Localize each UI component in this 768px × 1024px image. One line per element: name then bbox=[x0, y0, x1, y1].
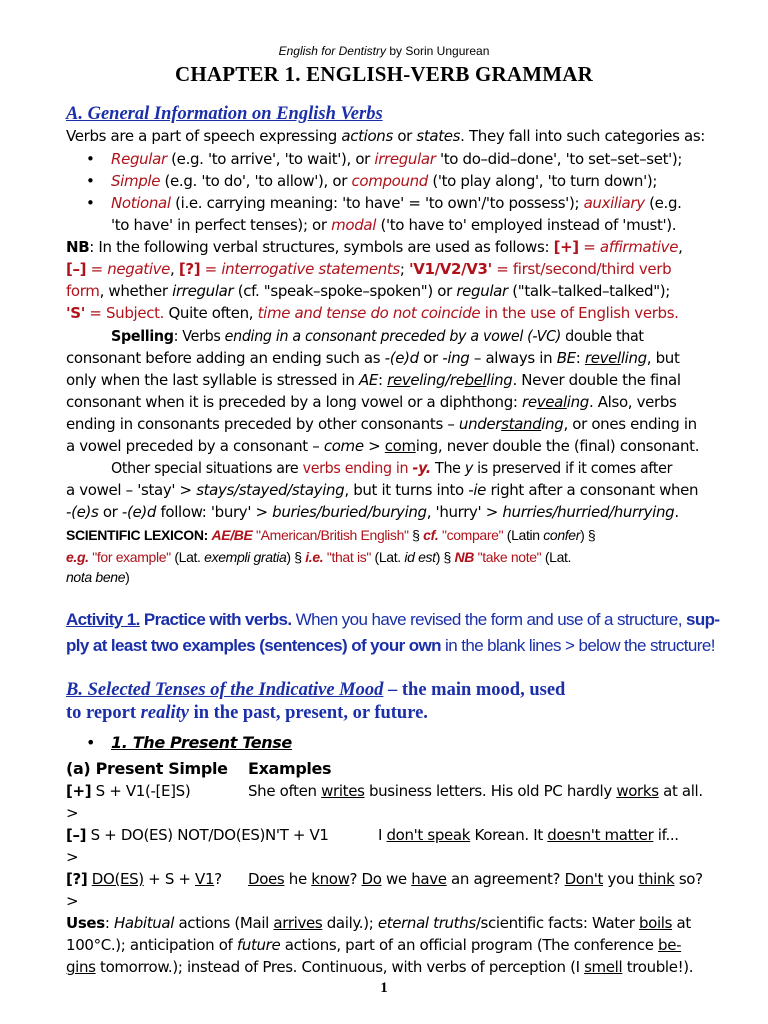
special-line: -(e)s or -(e)d follow: 'bury' > buries/buried/burying, 'hurry' > hurries/hurried/hurrying. bbox=[66, 503, 679, 521]
intro-line: Verbs are a part of speech expressing actions or states. They fall into such categories as: bbox=[66, 127, 705, 145]
special-line: Other special situations are verbs ending in -y. The y is preserved if it comes after bbox=[111, 459, 673, 477]
list-item: • Regular (e.g. 'to arrive', 'to wait'), or irregular 'to do–did–done', 'to set–set–set'); bbox=[86, 150, 683, 168]
table-row: [+] S + V1(-[E]S) She often writes business letters. His old PC hardly works at all. bbox=[66, 782, 703, 800]
spelling-line: a vowel preceded by a consonant – come > coming, never double the (final) consonant. bbox=[66, 437, 700, 455]
activity-instruction: ply at least two examples (sentences) of your own in the blank lines > below the structure! bbox=[66, 636, 715, 655]
uses-line: Uses: Habitual actions (Mail arrives daily.); eternal truths/scientific facts: Water boils at bbox=[66, 914, 691, 932]
chapter-title: CHAPTER 1. ENGLISH-VERB GRAMMAR bbox=[174, 62, 594, 86]
blank-line-arrow: > bbox=[66, 848, 79, 866]
table-row: [–] S + DO(ES) NOT/DO(ES)N'T + V1 I don't speak Korean. It doesn't matter if... bbox=[66, 826, 679, 844]
bullet-icon: • bbox=[86, 194, 95, 212]
spelling-line: only when the last syllable is stressed in AE: reveling/rebelling. Never double the final bbox=[66, 371, 681, 389]
table-row: [?] DO(ES) + S + V1? Does he know? Do we have an agreement? Don't you think so? bbox=[66, 870, 703, 888]
list-item: • Simple (e.g. 'to do', 'to allow'), or compound ('to play along', 'to turn down'); bbox=[86, 172, 658, 190]
list-item-continuation: 'to have' in perfect tenses); or modal ('to have to' employed instead of 'must'). bbox=[111, 216, 677, 234]
spelling-line: consonant when it is preceded by a long vowel or a diphthong: revealing. Also, verbs bbox=[66, 393, 677, 411]
blank-line-arrow: > bbox=[66, 804, 79, 822]
list-item: • Notional (i.e. carrying meaning: 'to have' = 'to own'/'to possess'); auxiliary (e.g. bbox=[86, 194, 682, 212]
spelling-line: consonant before adding an ending such as -(e)d or -ing – always in BE: revelling, but bbox=[66, 349, 680, 367]
nb-line: NB: In the following verbal structures, symbols are used as follows: [+] = affirmative, bbox=[66, 238, 683, 256]
page-number: 1 bbox=[380, 980, 388, 996]
subsection-heading: • 1. The Present Tense bbox=[86, 733, 292, 752]
section-a-heading: A. General Information on English Verbs bbox=[66, 104, 383, 124]
running-header bbox=[0, 44, 768, 58]
activity-instruction: Activity 1. Practice with verbs. When you have revised the form and use of a structure, sup- bbox=[66, 610, 720, 629]
uses-line: gins tomorrow.); instead of Pres. Continuous, with verbs of perception (I smell trouble!). bbox=[66, 958, 694, 976]
section-b-heading: B. Selected Tenses of the Indicative Mood – the main mood, used bbox=[66, 680, 566, 700]
nb-line: form, whether irregular (cf. "speak–spoke–spoken") or regular ("talk–talked–talked"); bbox=[66, 282, 670, 300]
blank-line-arrow: > bbox=[66, 892, 79, 910]
bullet-icon: • bbox=[86, 150, 95, 168]
bullet-icon: • bbox=[86, 733, 96, 752]
nb-line: 'S' = Subject. Quite often, time and tense do not coincide in the use of English verbs. bbox=[66, 304, 679, 322]
byline: by Sorin Ungurean bbox=[385, 44, 490, 58]
bullet-icon: • bbox=[86, 172, 95, 190]
special-line: a vowel – 'stay' > stays/stayed/staying, but it turns into -ie right after a consonant when bbox=[66, 481, 699, 499]
table-header: (a) Present Simple Examples bbox=[66, 759, 332, 778]
section-b-heading: to report reality in the past, present, or future. bbox=[66, 703, 428, 723]
lexicon-line: SCIENTIFIC LEXICON: AE/BE "American/British English" § cf. "compare" (Latin confer) § bbox=[66, 527, 596, 543]
spelling-line: Spelling: Verbs ending in a consonant preceded by a vowel (-VC) double that bbox=[111, 327, 644, 345]
lexicon-line: nota bene) bbox=[66, 569, 130, 585]
book-title: English for Dentistry bbox=[278, 44, 386, 58]
nb-line: [–] = negative, [?] = interrogative statements; 'V1/V2/V3' = first/second/third verb bbox=[66, 260, 672, 278]
spelling-line: ending in consonants preceded by other consonants – understanding, or ones ending in bbox=[66, 415, 697, 433]
lexicon-line: e.g. "for example" (Lat. exempli gratia) § i.e. "that is" (Lat. id est) § NB "take note" (Lat. bbox=[66, 549, 572, 565]
uses-line: 100°C.); anticipation of future actions, part of an official program (The conference be- bbox=[66, 936, 682, 954]
